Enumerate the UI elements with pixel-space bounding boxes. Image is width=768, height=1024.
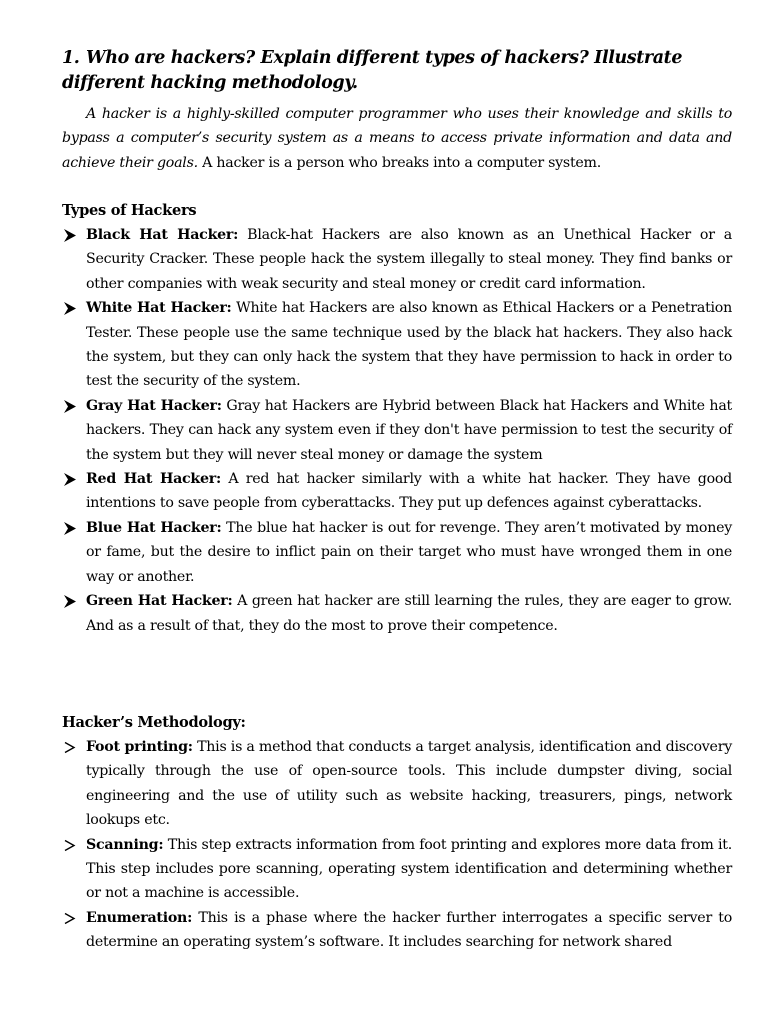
item-text: The blue hat hacker is out for revenge. They aren’t motivated by money or fame, but the desire to inflict pain on their target who must have wronged them in one way or another.: [86, 519, 732, 585]
list-item: [62, 833, 732, 906]
item-label: Red Hat Hacker:: [86, 471, 221, 488]
arrow-bullet-icon: [62, 296, 80, 320]
item-text: A green hat hacker are still learning the rules, they are eager to grow. And as a result of that, they do the most to prove their competence.: [86, 593, 732, 634]
item-text: This is a method that conducts a target analysis, identification and discovery typically through the use of open-source tools. This include dumpster diving, social engineering and the use of utility such as website hacking, treasurers, pings, network lookups etc.: [86, 739, 733, 829]
chevron-bullet-icon: [62, 735, 80, 759]
item-label: Green Hat Hacker:: [86, 593, 233, 610]
arrow-bullet-icon: [62, 223, 80, 247]
chevron-bullet-icon: [62, 906, 80, 930]
types-list: [62, 223, 732, 638]
question-heading: [62, 46, 734, 96]
question-text: Who are hackers? Explain different types of hackers? Illustrate different hacking methodology.: [62, 48, 683, 93]
types-heading: Types of Hackers: [62, 202, 197, 219]
item-label: Scanning:: [86, 836, 164, 853]
intro-paragraph: [62, 102, 732, 175]
intro-italic-text: A hacker is a highly-skilled computer programmer who uses their knowledge and skills to bypass a computer’s security system as a means to access private information and data and achieve their goals.: [62, 106, 732, 171]
item-text: A red hat hacker similarly with a white hat hacker. They have good intentions to save people from cyberattacks. They put up defences against cyberattacks.: [86, 471, 732, 512]
item-label: White Hat Hacker:: [86, 300, 232, 317]
item-label: Enumeration:: [86, 909, 193, 926]
item-text: White hat Hackers are also known as Ethical Hackers or a Penetration Tester. These people use the same technique used by the black hat hackers. They also hack the system, but they can only hack the system that they have permission to hack in order to test the security of the system.: [86, 300, 732, 390]
list-item: [62, 467, 732, 516]
item-label: Gray Hat Hacker:: [86, 397, 222, 414]
list-item: [62, 906, 732, 955]
item-text: Black-hat Hackers are also known as an Unethical Hacker or a Security Cracker. These people hack the system illegally to steal money. They find banks or other companies with weak security and steal money or credit card information.: [86, 227, 732, 292]
arrow-bullet-icon: [62, 394, 80, 418]
intro-plain-text: A hacker is a person who breaks into a computer system.: [197, 154, 602, 171]
arrow-bullet-icon: [62, 589, 80, 613]
list-item: [62, 516, 732, 589]
item-text: This step extracts information from foot printing and explores more data from it. This step includes pore scanning, operating system identification and determining whether or not a machine is accessible.: [86, 836, 732, 902]
methodology-list: [62, 735, 732, 955]
list-item: [62, 394, 732, 467]
list-item: [62, 296, 732, 394]
item-label: Blue Hat Hacker:: [86, 519, 222, 536]
list-item: [62, 589, 732, 638]
question-number: 1.: [62, 48, 80, 68]
methodology-heading: Hacker’s Methodology:: [62, 714, 246, 731]
list-item: [62, 223, 732, 296]
list-item: [62, 735, 732, 833]
item-text: Gray hat Hackers are Hybrid between Black hat Hackers and White hat hackers. They can hack any system even if they don't have permission to test the security of the system but they will never steal money or damage the system: [86, 397, 732, 463]
item-label: Black Hat Hacker:: [86, 227, 239, 243]
item-label: Foot printing:: [86, 739, 193, 755]
item-text: This is a phase where the hacker further interrogates a specific server to determine an operating system’s software. It includes searching for network shared: [86, 909, 732, 951]
arrow-bullet-icon: [62, 516, 80, 540]
arrow-bullet-icon: [62, 467, 80, 491]
chevron-bullet-icon: [62, 833, 80, 857]
